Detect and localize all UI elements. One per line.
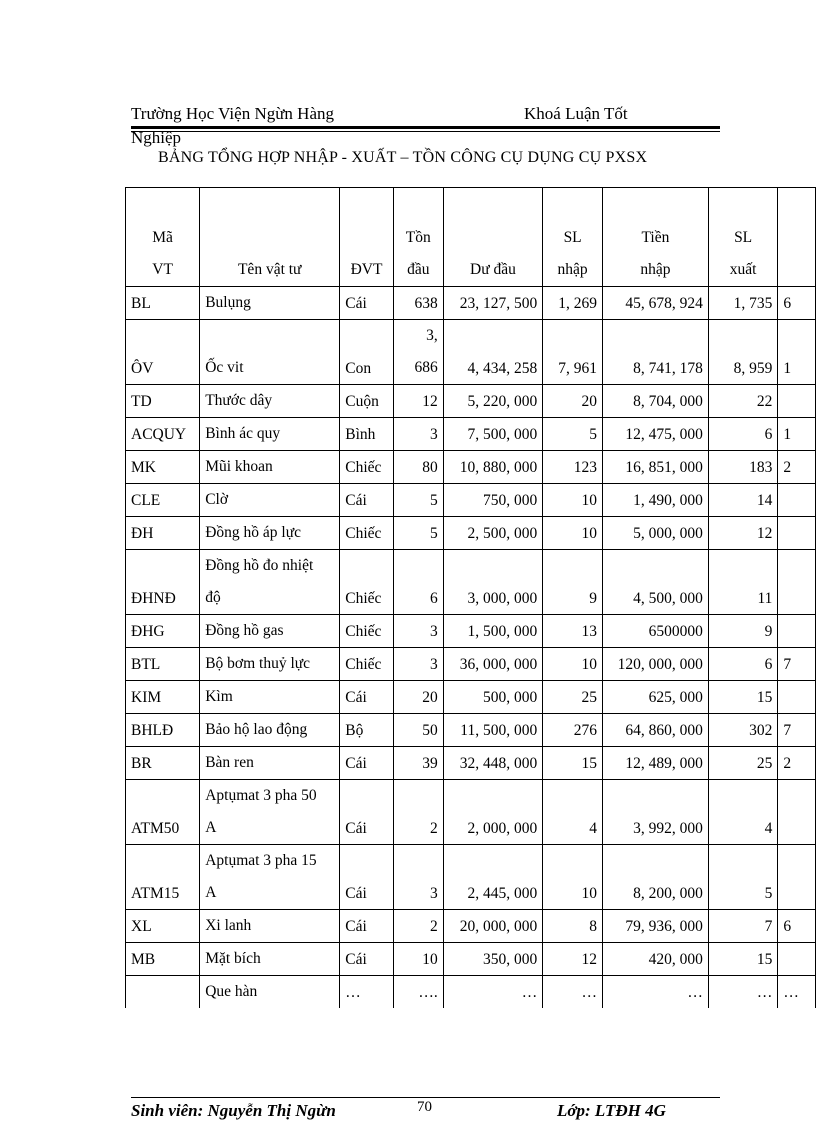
- table-row: [126, 681, 816, 714]
- cell-extra: 7: [778, 714, 816, 747]
- table-row: [126, 320, 816, 385]
- column-header: Dư đầu: [443, 188, 543, 287]
- cell-code: [126, 976, 200, 1009]
- cell-extra: 6: [778, 287, 816, 320]
- header-rule-thick: [131, 126, 720, 129]
- cell-code: XL: [126, 910, 200, 943]
- table-row: [126, 517, 816, 550]
- cell-unit: Bình: [340, 418, 394, 451]
- cell-name: Bulụng: [200, 287, 340, 320]
- cell-slx: 22: [708, 385, 778, 418]
- cell-extra: 2: [778, 747, 816, 780]
- cell-tien: 8, 704, 000: [602, 385, 708, 418]
- cell-slx: 14: [708, 484, 778, 517]
- cell-unit: Bộ: [340, 714, 394, 747]
- cell-slx: 302: [708, 714, 778, 747]
- cell-ton: 638: [393, 287, 443, 320]
- column-header: Tên vật tư: [200, 188, 340, 287]
- column-header: SL xuất: [708, 188, 778, 287]
- cell-extra: [778, 845, 816, 910]
- cell-tien: 12, 475, 000: [602, 418, 708, 451]
- cell-extra: [778, 385, 816, 418]
- cell-du: 500, 000: [443, 681, 543, 714]
- cell-name: Bàn ren: [200, 747, 340, 780]
- footer-student: Sinh viên: Nguyễn Thị Ngừn: [131, 1101, 336, 1120]
- inventory-table: [125, 187, 816, 1008]
- cell-slx: 7: [708, 910, 778, 943]
- cell-name: Đồng hồ gas: [200, 615, 340, 648]
- cell-sln: …: [543, 976, 603, 1009]
- table-row: [126, 418, 816, 451]
- table-row: [126, 287, 816, 320]
- cell-ton: 10: [393, 943, 443, 976]
- cell-name: Ốc vit: [200, 320, 340, 385]
- cell-tien: 420, 000: [602, 943, 708, 976]
- page-number: 70: [417, 1099, 432, 1115]
- cell-code: KIM: [126, 681, 200, 714]
- cell-du: 5, 220, 000: [443, 385, 543, 418]
- cell-du: 3, 000, 000: [443, 550, 543, 615]
- cell-du: 2, 445, 000: [443, 845, 543, 910]
- cell-tien: 45, 678, 924: [602, 287, 708, 320]
- cell-extra: 2: [778, 451, 816, 484]
- cell-tien: 3, 992, 000: [602, 780, 708, 845]
- cell-name: Đồng hồ áp lực: [200, 517, 340, 550]
- cell-slx: 6: [708, 418, 778, 451]
- cell-ton: 3: [393, 615, 443, 648]
- footer-class: Lớp: LTĐH 4G: [557, 1101, 666, 1120]
- cell-slx: 6: [708, 648, 778, 681]
- cell-ton: 3: [393, 845, 443, 910]
- cell-name: Clờ: [200, 484, 340, 517]
- cell-extra: [778, 615, 816, 648]
- cell-du: 7, 500, 000: [443, 418, 543, 451]
- cell-sln: 4: [543, 780, 603, 845]
- cell-du: 20, 000, 000: [443, 910, 543, 943]
- cell-sln: 13: [543, 615, 603, 648]
- cell-code: ACQUY: [126, 418, 200, 451]
- column-header: Mã VT: [126, 188, 200, 287]
- cell-tien: 64, 860, 000: [602, 714, 708, 747]
- table-row: [126, 943, 816, 976]
- cell-unit: Chiếc: [340, 648, 394, 681]
- table-row: [126, 780, 816, 845]
- cell-name: Xi lanh: [200, 910, 340, 943]
- cell-du: 2, 000, 000: [443, 780, 543, 845]
- cell-name: Bảo hộ lao động: [200, 714, 340, 747]
- cell-extra: [778, 517, 816, 550]
- cell-sln: 8: [543, 910, 603, 943]
- cell-slx: 9: [708, 615, 778, 648]
- cell-sln: 15: [543, 747, 603, 780]
- cell-sln: 10: [543, 845, 603, 910]
- cell-slx: 11: [708, 550, 778, 615]
- cell-name: Bình ác quy: [200, 418, 340, 451]
- cell-unit: Cuộn: [340, 385, 394, 418]
- table-row: [126, 910, 816, 943]
- cell-ton: 2: [393, 910, 443, 943]
- cell-du: 350, 000: [443, 943, 543, 976]
- cell-code: TD: [126, 385, 200, 418]
- cell-sln: 123: [543, 451, 603, 484]
- cell-sln: 1, 269: [543, 287, 603, 320]
- cell-du: 23, 127, 500: [443, 287, 543, 320]
- cell-name: Đồng hồ đo nhiệt độ: [200, 550, 340, 615]
- cell-du: 10, 880, 000: [443, 451, 543, 484]
- cell-ton: 50: [393, 714, 443, 747]
- cell-du: 36, 000, 000: [443, 648, 543, 681]
- cell-ton: ….: [393, 976, 443, 1009]
- cell-unit: Cái: [340, 287, 394, 320]
- cell-du: 4, 434, 258: [443, 320, 543, 385]
- cell-slx: 4: [708, 780, 778, 845]
- cell-name: Aptụmat 3 pha 50 A: [200, 780, 340, 845]
- cell-slx: 25: [708, 747, 778, 780]
- table-row: [126, 385, 816, 418]
- cell-code: ĐHG: [126, 615, 200, 648]
- cell-name: Que hàn: [200, 976, 340, 1009]
- cell-slx: 183: [708, 451, 778, 484]
- cell-sln: 20: [543, 385, 603, 418]
- cell-sln: 12: [543, 943, 603, 976]
- cell-tien: 625, 000: [602, 681, 708, 714]
- cell-extra: 1: [778, 320, 816, 385]
- column-header: ĐVT: [340, 188, 394, 287]
- cell-extra: [778, 484, 816, 517]
- cell-ton: 39: [393, 747, 443, 780]
- header-school: Trường Học Viện Ngừn Hàng: [131, 104, 335, 123]
- column-header: [778, 188, 816, 287]
- cell-unit: …: [340, 976, 394, 1009]
- header-thesis-wrap: Nghiệp: [131, 128, 182, 147]
- cell-extra: [778, 550, 816, 615]
- cell-tien: 16, 851, 000: [602, 451, 708, 484]
- table-title: BẢNG TỔNG HỢP NHẬP - XUẤT – TỒN CÔNG CỤ DỤNG CỤ PXSX: [158, 149, 648, 166]
- cell-tien: 8, 200, 000: [602, 845, 708, 910]
- footer-rule: [131, 1097, 720, 1098]
- column-header: Tiền nhập: [602, 188, 708, 287]
- cell-code: ÔV: [126, 320, 200, 385]
- cell-du: …: [443, 976, 543, 1009]
- column-header: SL nhập: [543, 188, 603, 287]
- cell-unit: Chiếc: [340, 451, 394, 484]
- cell-unit: Cái: [340, 780, 394, 845]
- cell-slx: 15: [708, 943, 778, 976]
- cell-extra: 6: [778, 910, 816, 943]
- cell-slx: 1, 735: [708, 287, 778, 320]
- table-row: [126, 714, 816, 747]
- cell-du: 1, 500, 000: [443, 615, 543, 648]
- cell-unit: Chiếc: [340, 517, 394, 550]
- column-header: Tồn đầu: [393, 188, 443, 287]
- cell-tien: 5, 000, 000: [602, 517, 708, 550]
- cell-extra: 7: [778, 648, 816, 681]
- cell-extra: 1: [778, 418, 816, 451]
- cell-slx: 8, 959: [708, 320, 778, 385]
- cell-slx: …: [708, 976, 778, 1009]
- cell-code: CLE: [126, 484, 200, 517]
- cell-slx: 15: [708, 681, 778, 714]
- cell-sln: 10: [543, 648, 603, 681]
- cell-sln: 276: [543, 714, 603, 747]
- cell-code: MK: [126, 451, 200, 484]
- cell-ton: 3: [393, 418, 443, 451]
- cell-name: Aptụmat 3 pha 15 A: [200, 845, 340, 910]
- cell-code: ĐH: [126, 517, 200, 550]
- cell-unit: Chiếc: [340, 615, 394, 648]
- table-row: [126, 976, 816, 1009]
- cell-unit: Cái: [340, 747, 394, 780]
- cell-du: 2, 500, 000: [443, 517, 543, 550]
- cell-unit: Con: [340, 320, 394, 385]
- cell-name: Bộ bơm thuỷ lực: [200, 648, 340, 681]
- cell-unit: Cái: [340, 910, 394, 943]
- cell-slx: 12: [708, 517, 778, 550]
- cell-code: ĐHNĐ: [126, 550, 200, 615]
- cell-code: BL: [126, 287, 200, 320]
- cell-tien: 6500000: [602, 615, 708, 648]
- cell-unit: Cái: [340, 943, 394, 976]
- cell-code: BR: [126, 747, 200, 780]
- cell-sln: 10: [543, 484, 603, 517]
- cell-tien: 120, 000, 000: [602, 648, 708, 681]
- cell-name: Thước dây: [200, 385, 340, 418]
- cell-name: Kìm: [200, 681, 340, 714]
- cell-extra: …: [778, 976, 816, 1009]
- cell-extra: [778, 943, 816, 976]
- header-thesis: Khoá Luận Tốt: [524, 104, 628, 123]
- cell-code: ATM15: [126, 845, 200, 910]
- cell-ton: 2: [393, 780, 443, 845]
- cell-tien: 79, 936, 000: [602, 910, 708, 943]
- cell-ton: 6: [393, 550, 443, 615]
- cell-slx: 5: [708, 845, 778, 910]
- table-header-row: [126, 188, 816, 287]
- table-row: [126, 747, 816, 780]
- cell-tien: 8, 741, 178: [602, 320, 708, 385]
- cell-ton: 20: [393, 681, 443, 714]
- table-row: [126, 484, 816, 517]
- cell-du: 11, 500, 000: [443, 714, 543, 747]
- cell-sln: 5: [543, 418, 603, 451]
- cell-ton: 3, 686: [393, 320, 443, 385]
- table-row: [126, 550, 816, 615]
- cell-sln: 25: [543, 681, 603, 714]
- cell-ton: 80: [393, 451, 443, 484]
- cell-name: Mũi khoan: [200, 451, 340, 484]
- table-row: [126, 648, 816, 681]
- cell-unit: Cái: [340, 681, 394, 714]
- table-row: [126, 615, 816, 648]
- cell-ton: 3: [393, 648, 443, 681]
- cell-ton: 5: [393, 517, 443, 550]
- cell-tien: 12, 489, 000: [602, 747, 708, 780]
- cell-du: 750, 000: [443, 484, 543, 517]
- header-rule-thin: [131, 131, 720, 132]
- cell-extra: [778, 780, 816, 845]
- cell-name: Mặt bích: [200, 943, 340, 976]
- cell-ton: 5: [393, 484, 443, 517]
- cell-code: BTL: [126, 648, 200, 681]
- cell-tien: …: [602, 976, 708, 1009]
- cell-code: MB: [126, 943, 200, 976]
- cell-sln: 10: [543, 517, 603, 550]
- cell-unit: Cái: [340, 484, 394, 517]
- cell-unit: Chiếc: [340, 550, 394, 615]
- cell-tien: 1, 490, 000: [602, 484, 708, 517]
- cell-du: 32, 448, 000: [443, 747, 543, 780]
- cell-sln: 7, 961: [543, 320, 603, 385]
- cell-tien: 4, 500, 000: [602, 550, 708, 615]
- table-row: [126, 451, 816, 484]
- cell-sln: 9: [543, 550, 603, 615]
- cell-code: BHLĐ: [126, 714, 200, 747]
- cell-unit: Cái: [340, 845, 394, 910]
- cell-ton: 12: [393, 385, 443, 418]
- cell-extra: [778, 681, 816, 714]
- cell-code: ATM50: [126, 780, 200, 845]
- table-row: [126, 845, 816, 910]
